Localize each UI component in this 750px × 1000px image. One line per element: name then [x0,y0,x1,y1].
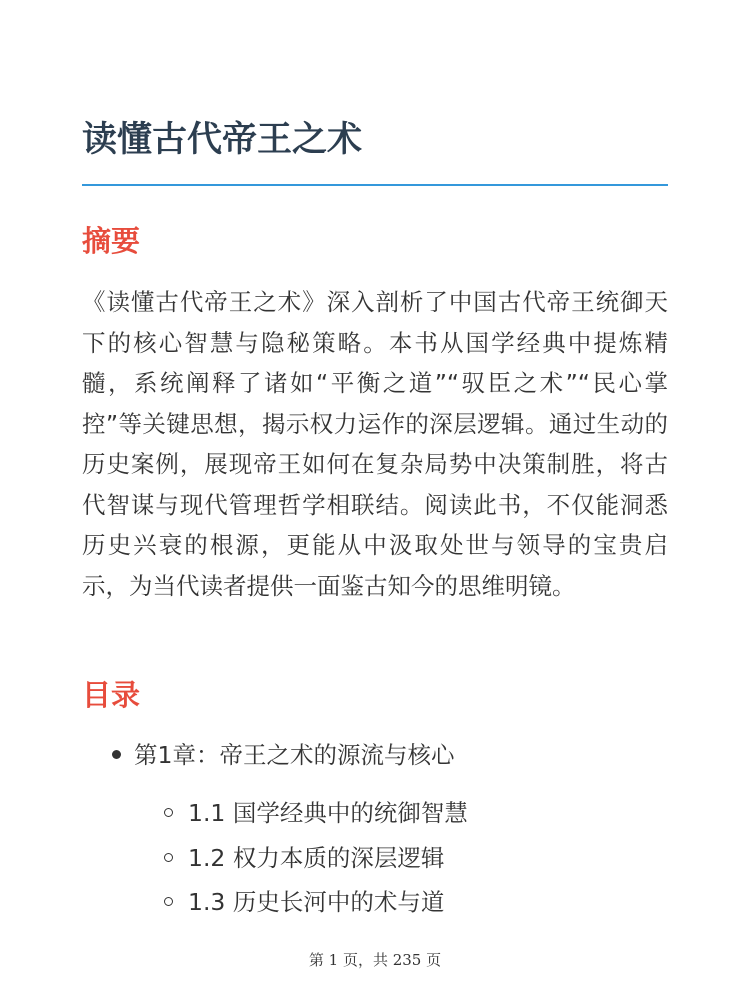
title-divider [82,184,668,186]
toc-heading: 目录 [82,678,141,712]
abstract-heading: 摘要 [82,224,141,258]
document-title: 读懂古代帝王之术 [82,120,363,160]
abstract-paragraph: 《读懂古代帝王之术》深入剖析了中国古代帝王统御天下的核心智慧与隐秘策略。本书从国学经典中提炼精髓，系统阐释了诸如“平衡之道”“驭臣之术”“民心掌控”等关键思想，揭示权力运作的深层逻辑。通过生动的历史案例，展现帝王如何在复杂局势中决策制胜，将古代智谋与现代管理哲学相联结。阅读此书，不仅能洞悉历史兴衰的根源，更能从中汲取处世与领导的宝贵启示，为当代读者提供一面鉴古知今的思维明镜。 [82,288,668,600]
circle-bullet-icon [164,897,173,906]
page-number: 第 1 页，共 235 页 [308,951,442,969]
document-page [82,0,668,1000]
bullet-icon [112,750,121,759]
circle-bullet-icon [164,853,173,862]
circle-bullet-icon [164,808,173,817]
toc-section-1-2[interactable]: 1.2 权力本质的深层逻辑 [188,844,445,872]
toc-section-1-1[interactable]: 1.1 国学经典中的统御智慧 [188,799,468,827]
toc-section-1-3[interactable]: 1.3 历史长河中的术与道 [188,888,445,916]
toc-chapter-1[interactable]: 第1章：帝王之术的源流与核心 [134,741,455,769]
